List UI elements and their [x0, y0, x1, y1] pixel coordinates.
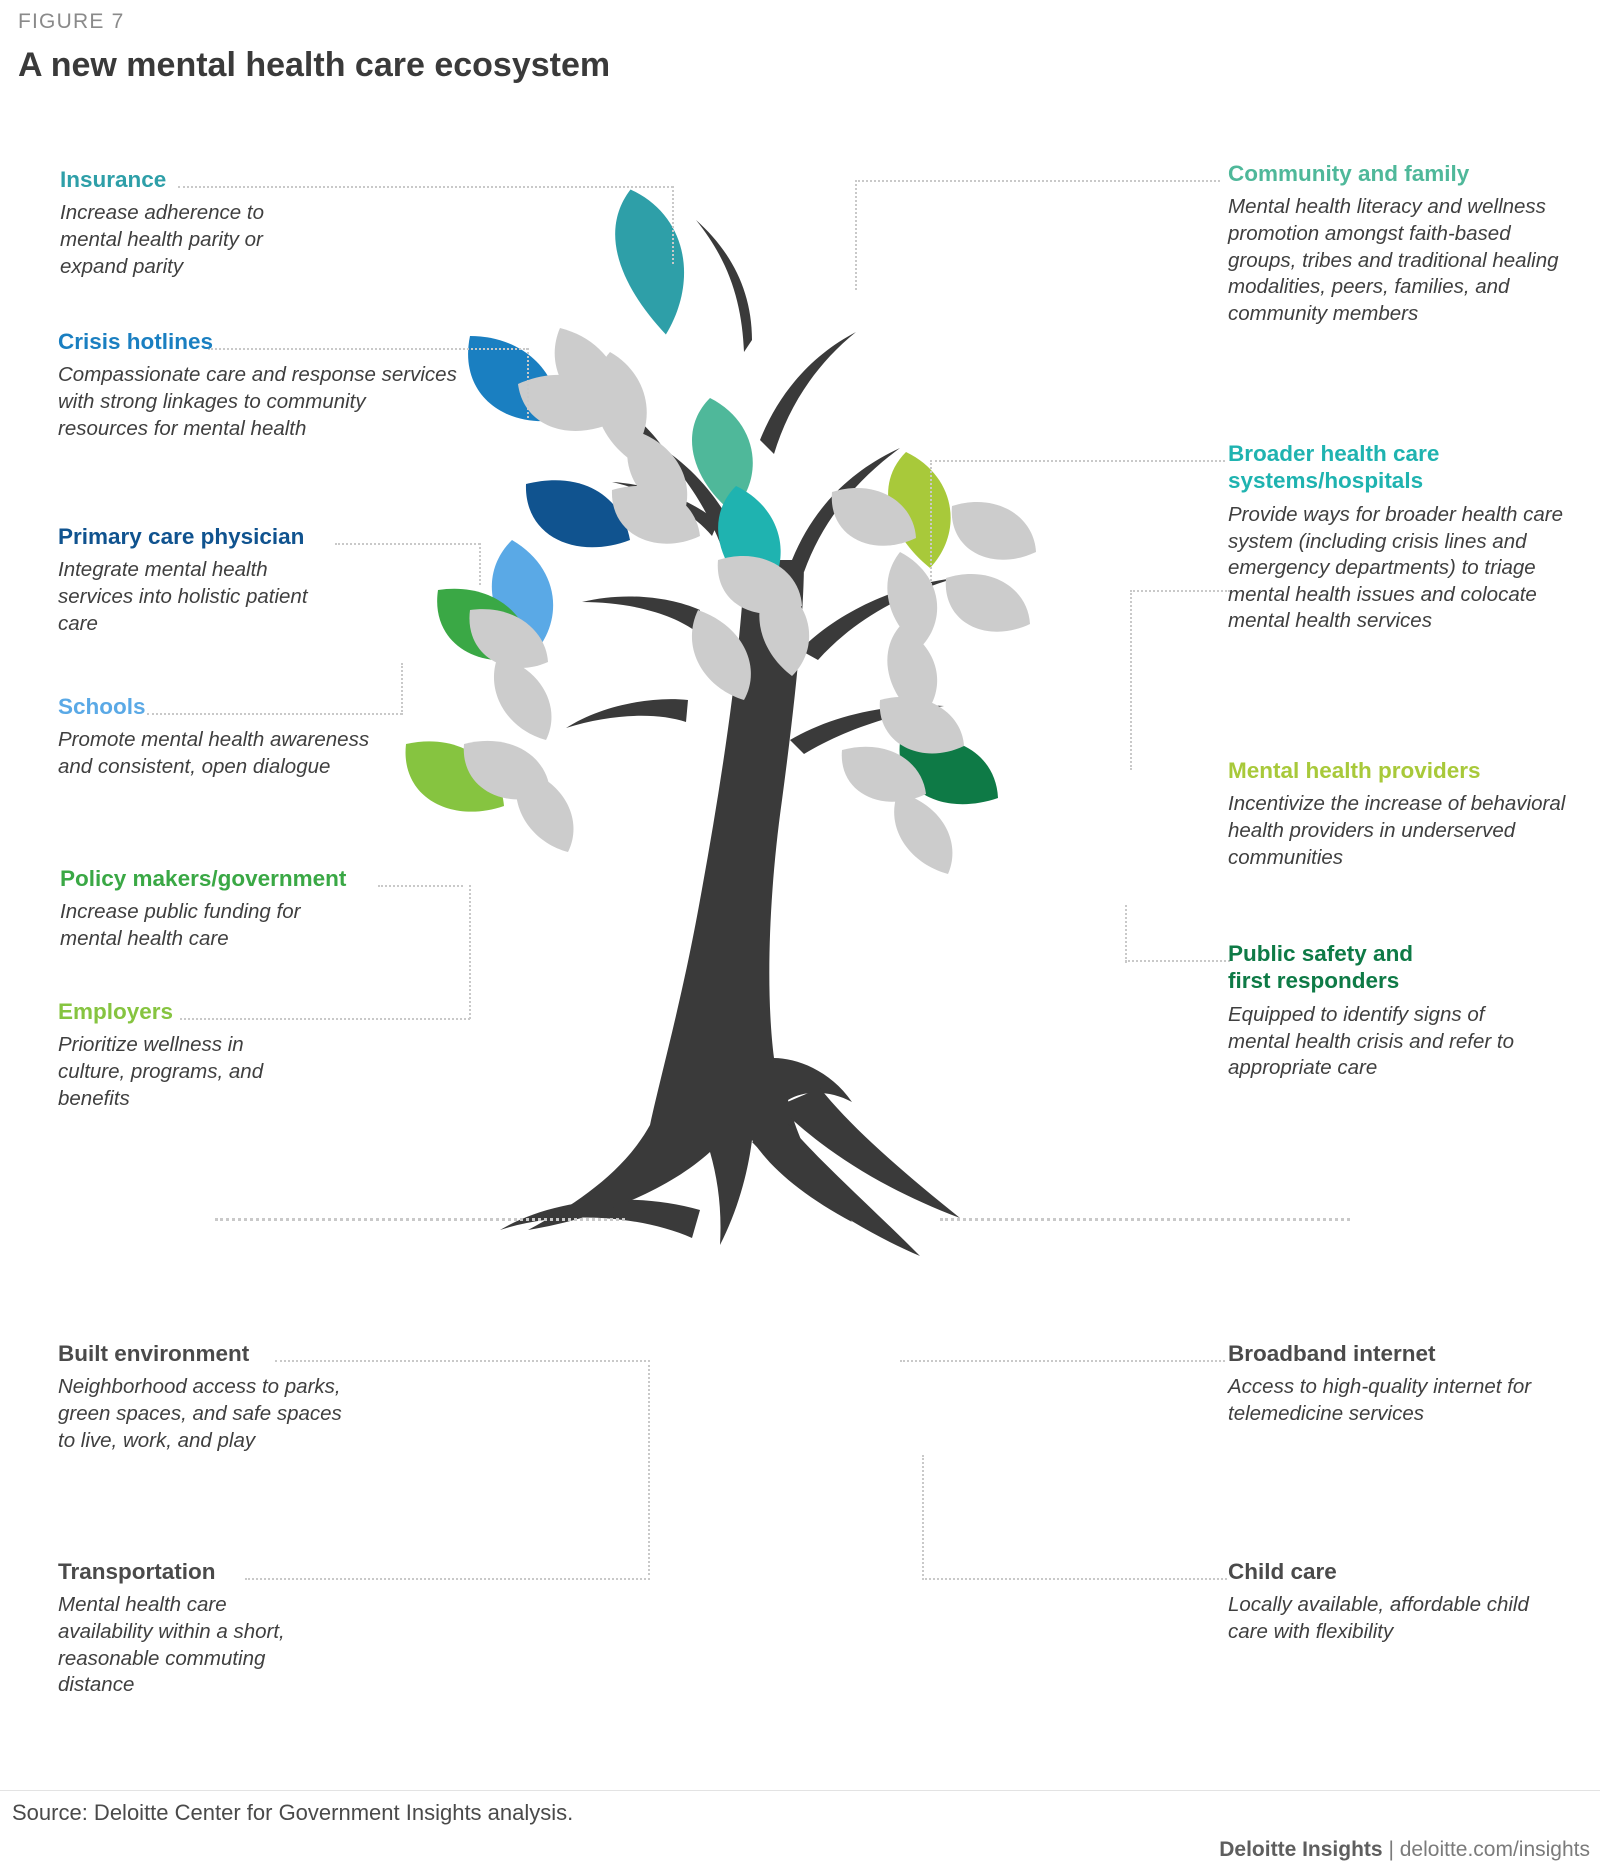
- node-broadband-title: Broadband internet: [1228, 1341, 1436, 1366]
- node-transportation-title: Transportation: [58, 1559, 216, 1584]
- connector-transportation-v: [648, 1360, 650, 1575]
- source-note: Source: Deloitte Center for Government Insights analysis.: [12, 1800, 574, 1825]
- figure-label: FIGURE 7: [18, 10, 125, 33]
- node-policy-makers-government[interactable]: [60, 865, 440, 953]
- footer-divider: [0, 1790, 1600, 1791]
- node-broader-health-care-systems[interactable]: [1228, 440, 1583, 635]
- node-schools-title: Schools: [58, 694, 146, 719]
- footer-brand: [1219, 1838, 1590, 1862]
- node-policy-makers-title: Policy makers/government: [60, 866, 347, 891]
- connector-public-safety-v: [1125, 905, 1127, 963]
- connector-broadband: [900, 1360, 1225, 1362]
- node-transportation[interactable]: [58, 1558, 388, 1699]
- node-public-safety-desc: Equipped to identify signs of mental health crisis and refer to appropriate care: [1228, 1002, 1514, 1080]
- node-schools[interactable]: [58, 693, 428, 781]
- node-built-environment-title: Built environment: [58, 1341, 250, 1366]
- node-child-care-desc: Locally available, affordable child care with flexibility: [1228, 1593, 1529, 1644]
- node-broadband-internet[interactable]: [1228, 1340, 1568, 1428]
- node-employers-desc: Prioritize wellness in culture, programs, and benefits: [58, 1033, 264, 1110]
- node-crisis-hotlines-title: Crisis hotlines: [58, 329, 214, 354]
- node-crisis-hotlines-desc: Compassionate care and response services with strong linkages to community resources for mental health: [58, 363, 457, 440]
- node-crisis-hotlines[interactable]: [58, 328, 478, 442]
- page-title: A new mental health care ecosystem: [18, 46, 611, 84]
- node-policy-makers-desc: Increase public funding for mental health care: [60, 900, 301, 951]
- node-public-safety-title: Public safety and first responders: [1228, 941, 1414, 994]
- connector-child-care: [922, 1578, 1227, 1580]
- connector-community-family-v: [855, 180, 857, 290]
- node-public-safety-first-responders[interactable]: [1228, 940, 1568, 1082]
- ground-separator-left: [215, 1218, 625, 1221]
- node-insurance-desc: Increase adherence to mental health parity or expand parity: [60, 201, 264, 278]
- node-insurance-title: Insurance: [60, 167, 167, 192]
- node-community-and-family[interactable]: [1228, 160, 1578, 328]
- node-child-care-title: Child care: [1228, 1559, 1337, 1584]
- connector-primary-care-v: [479, 543, 481, 585]
- node-insurance[interactable]: [60, 166, 390, 280]
- node-primary-care-desc: Integrate mental health services into holistic patient care: [58, 558, 308, 635]
- connector-insurance-v: [672, 186, 674, 264]
- node-community-family-desc: Mental health literacy and wellness promotion amongst faith-based groups, tribes and traditional healing modalities, peers, families, and community members: [1228, 195, 1559, 325]
- connector-providers: [1130, 590, 1230, 592]
- node-broader-health-desc: Provide ways for broader health care system (including crisis lines and emergency departments) to triage mental health issues and colocate mental health services: [1228, 502, 1564, 633]
- node-broader-health-title: Broader health care systems/hospitals: [1228, 441, 1440, 494]
- node-employers[interactable]: [58, 998, 388, 1112]
- connector-broader-health: [930, 460, 1225, 462]
- connector-broader-health-v: [930, 460, 932, 585]
- tree-illustration: [400, 140, 1200, 1320]
- tree-leaves: [406, 185, 1036, 874]
- node-primary-care-physician[interactable]: [58, 523, 408, 637]
- footer-brand-name: Deloitte Insights: [1219, 1838, 1383, 1861]
- node-primary-care-title: Primary care physician: [58, 524, 305, 549]
- node-providers-desc: Incentivize the increase of behavioral health providers in underserved communities: [1228, 792, 1566, 869]
- node-transportation-desc: Mental health care availability within a short, reasonable commuting distance: [58, 1593, 285, 1697]
- connector-community-family: [855, 180, 1220, 182]
- node-community-family-title: Community and family: [1228, 161, 1470, 186]
- footer-url[interactable]: deloitte.com/insights: [1399, 1838, 1590, 1861]
- footer-separator: |: [1382, 1838, 1400, 1861]
- node-broadband-desc: Access to high-quality internet for telemedicine services: [1228, 1375, 1532, 1426]
- node-built-environment[interactable]: [58, 1340, 388, 1454]
- connector-public-safety: [1125, 960, 1230, 962]
- node-providers-title: Mental health providers: [1228, 758, 1481, 783]
- node-employers-title: Employers: [58, 999, 174, 1024]
- connector-employers-v: [469, 885, 471, 1019]
- node-mental-health-providers[interactable]: [1228, 757, 1583, 871]
- connector-providers-v: [1130, 590, 1132, 770]
- ground-separator-right: [940, 1218, 1350, 1221]
- connector-crisis-v: [527, 348, 529, 418]
- node-schools-desc: Promote mental health awareness and consistent, open dialogue: [58, 728, 370, 779]
- node-child-care[interactable]: [1228, 1558, 1568, 1646]
- connector-childcare-v: [922, 1455, 924, 1580]
- node-built-environment-desc: Neighborhood access to parks, green spaces, and safe spaces to live, work, and play: [58, 1375, 342, 1452]
